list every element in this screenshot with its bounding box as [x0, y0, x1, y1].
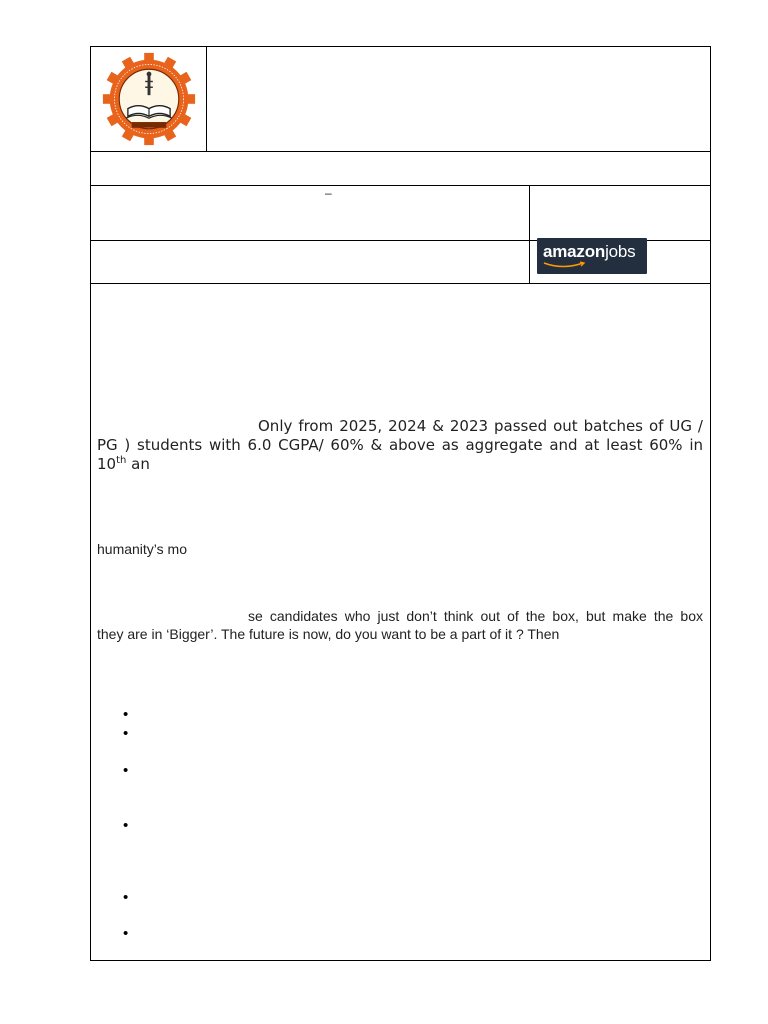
row-divider-1 — [91, 151, 710, 152]
candidate-line-2: they are in ‘Bigger’. The future is now, do you want to be a part of it ? Then — [97, 626, 560, 642]
amazon-smile-icon — [543, 261, 587, 269]
logo-cell — [91, 47, 207, 151]
company-logo-text — [543, 242, 635, 262]
candidate-line-1: se candidates who just don’t think out of the box, but make the box — [248, 608, 703, 624]
bullet-2: • — [123, 725, 129, 742]
eligibility-line-3 — [97, 455, 703, 474]
dash-mark: – — [325, 186, 332, 200]
eligibility-line-2: PG ) students with 6.0 CGPA/ 60% & above as aggregate and at least 60% in — [97, 436, 703, 454]
candidate-paragraph — [97, 607, 703, 643]
document-table — [90, 46, 711, 961]
row-divider-4 — [91, 283, 710, 284]
bullet-1: • — [123, 706, 129, 723]
bullet-3: • — [123, 762, 129, 779]
company-logo-bold: amazon — [543, 242, 606, 261]
row-divider-2 — [91, 185, 710, 186]
eligibility-paragraph — [97, 417, 703, 474]
eligibility-line-3-pre: 10 — [97, 455, 117, 473]
bullet-6: • — [123, 925, 129, 942]
company-logo-light: jobs — [605, 242, 636, 261]
company-logo — [537, 238, 647, 274]
humanity-fragment: humanity’s mo — [97, 541, 188, 557]
college-emblem-icon — [101, 51, 197, 147]
eligibility-line-3-post: an — [126, 455, 150, 473]
eligibility-line-1: Only from 2025, 2024 & 2023 passed out batches of UG / — [258, 417, 703, 435]
eligibility-line-3-sup: th — [116, 455, 127, 466]
bullet-5: • — [123, 889, 129, 906]
bullet-4: • — [123, 817, 129, 834]
column-divider-upper — [529, 185, 530, 283]
